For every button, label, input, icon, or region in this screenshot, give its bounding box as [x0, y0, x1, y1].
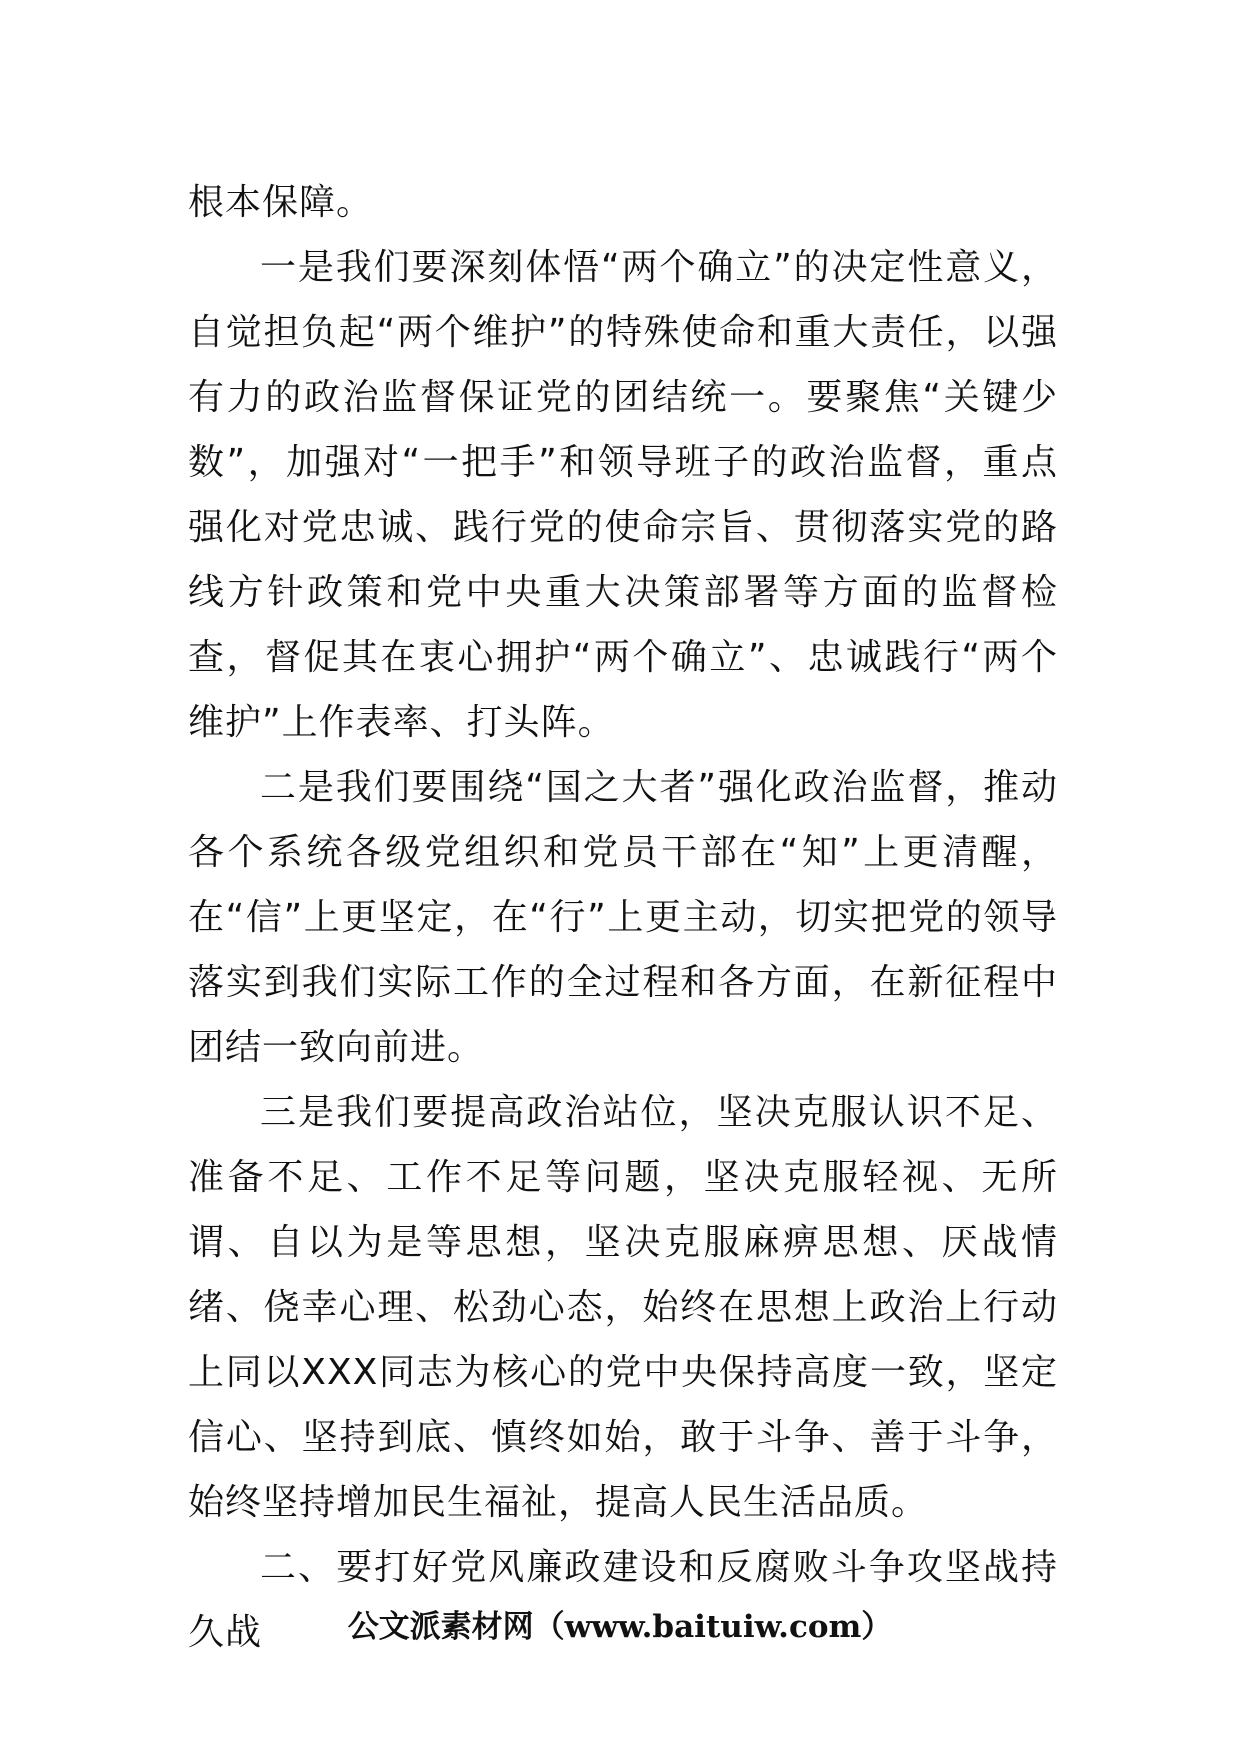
paragraph-point-two: 二是我们要围绕“国之大者”强化政治监督，推动各个系统各级党组织和党员干部在“知”上更清醒，在“信”上更坚定，在“行”上更主动，切实把党的领导落实到我们实际工作的全过程和各方面，在新征程中团结一致向前进。	[188, 767, 1058, 1068]
section-heading-two: 二、要打好党风廉政建设和反腐败斗争攻坚战持久战	[188, 1547, 1058, 1653]
document-body	[188, 170, 1058, 1665]
paragraph-point-three: 三是我们要提高政治站位，坚决克服认识不足、准备不足、工作不足等问题，坚决克服轻视、无所谓、自以为是等思想，坚决克服麻痹思想、厌战情绪、侥幸心理、松劲心态，始终在思想上政治上行动上同以XXX同志为核心的党中央保持高度一致，坚定信心、坚持到底、慎终如始，敢于斗争、善于斗争，始终坚持增加民生福祉，提高人民生活品质。	[188, 1092, 1058, 1523]
paragraph-continuation: 根本保障。	[188, 182, 374, 223]
footer-watermark: 公文派素材网（www.baituiw.com）	[347, 1609, 893, 1645]
paragraph-point-one: 一是我们要深刻体悟“两个确立”的决定性意义，自觉担负起“两个维护”的特殊使命和重大责任，以强有力的政治监督保证党的团结统一。要聚焦“关键少数”，加强对“一把手”和领导班子的政治监督，重点强化对党忠诚、践行党的使命宗旨、贯彻落实党的路线方针政策和党中央重大决策部署等方面的监督检查，督促其在衷心拥护“两个确立”、忠诚践行“两个维护”上作表率、打头阵。	[188, 247, 1058, 743]
